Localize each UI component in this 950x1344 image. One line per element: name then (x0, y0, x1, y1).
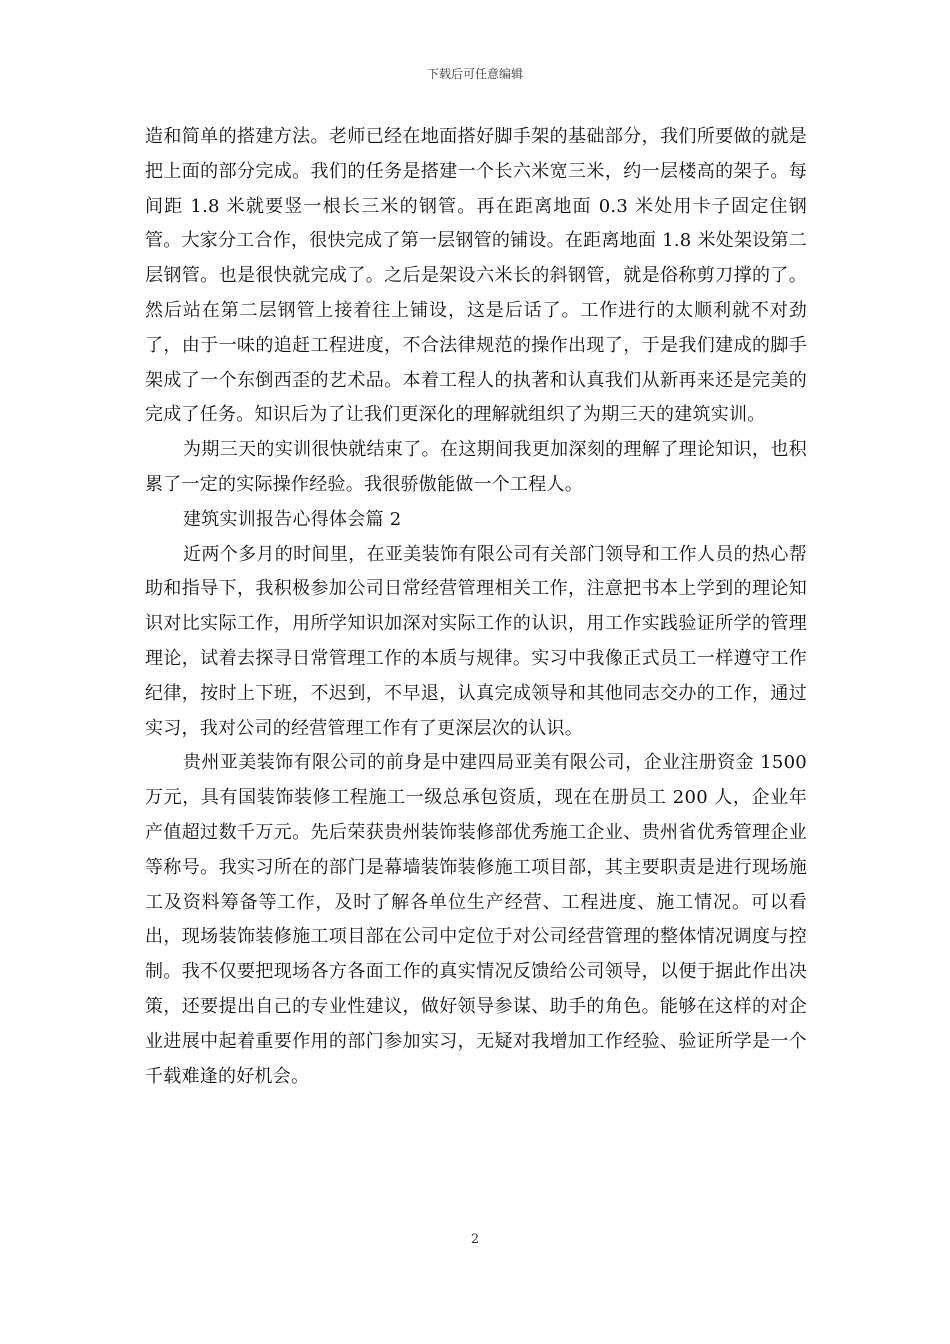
paragraph-internship-intro: 近两个多月的时间里，在亚美装饰有限公司有关部门领导和工作人员的热心帮助和指导下，我积极参加公司日常经营管理相关工作，注意把书本上学到的理论知识对比实际工作，用所学知识加深对实际工作的认识，用工作实践验证所学的管理理论，试着去探寻日常管理工作的本质与规律。实习中我像正式员工一样遵守工作纪律，按时上下班，不迟到，不早退，认真完成领导和其他同志交办的工作，通过实习，我对公司的经营管理工作有了更深层次的认识。 (145, 543, 807, 739)
paragraph-company-profile: 贵州亚美装饰有限公司的前身是中建四局亚美有限公司，企业注册资金 1500 万元，具有国装饰装修工程施工一级总承包资质，现在在册员工 200 人，企业年产值超过数千万元。先后荣获贵州装饰装修部优秀施工企业、贵州省优秀管理企业等称号。我实习所在的部门是幕墙装饰装修施工项目部，其主要职责是进行现场施工及资料筹备等工作，及时了解各单位生产经营、工程进度、施工情况。可以看出，现场装饰装修施工项目部在公司中定位于对公司经营管理的整体情况调度与控制。我不仅要把现场各方各面工作的真实情况反馈给公司领导，以便于据此作出决策，还要提出自己的专业性建议，做好领导参谋、助手的角色。能够在这样的对企业进展中起着重要作用的部门参加实习，无疑对我增加工作经验、验证所学是一个千载难逢的好机会。 (145, 752, 807, 1087)
paragraph-training-summary: 为期三天的实训很快就结束了。在这期间我更加深刻的理解了理论知识，也积累了一定的实际操作经验。我很骄傲能做一个工程人。 (145, 439, 807, 495)
page-number: 2 (470, 1232, 480, 1247)
section-heading: 建筑实训报告心得体会篇 2 (183, 508, 402, 530)
page-header: 下载后可任意编辑 (426, 67, 523, 81)
paragraph-scaffold-work: 造和简单的搭建方法。老师已经在地面搭好脚手架的基础部分，我们所要做的就是把上面的部分完成。我们的任务是搭建一个长六米宽三米，约一层楼高的架子。每间距 1.8 米就要竖一根长三米的钢管。再在距离地面 0.3 米处用卡子固定住钢管。大家分工合作，很快完成了第一层钢管的铺设。在距离地面 1.8 米处架设第二层钢管。也是很快就完成了。之后是架设六米长的斜钢管，就是俗称剪刀撑的了。然后站在第二层钢管上接着往上铺设，这是后话了。工作进行的太顺利就不对劲了，由于一味的追赶工程进度，不合法律规范的操作出现了，于是我们建成的脚手架成了一个东倒西歪的艺术品。本着工程人的执著和认真我们从新再来还是完美的完成了任务。知识后为了让我们更深化的理解就组织了为期三天的建筑实训。 (145, 126, 807, 426)
document-body (145, 120, 807, 1094)
